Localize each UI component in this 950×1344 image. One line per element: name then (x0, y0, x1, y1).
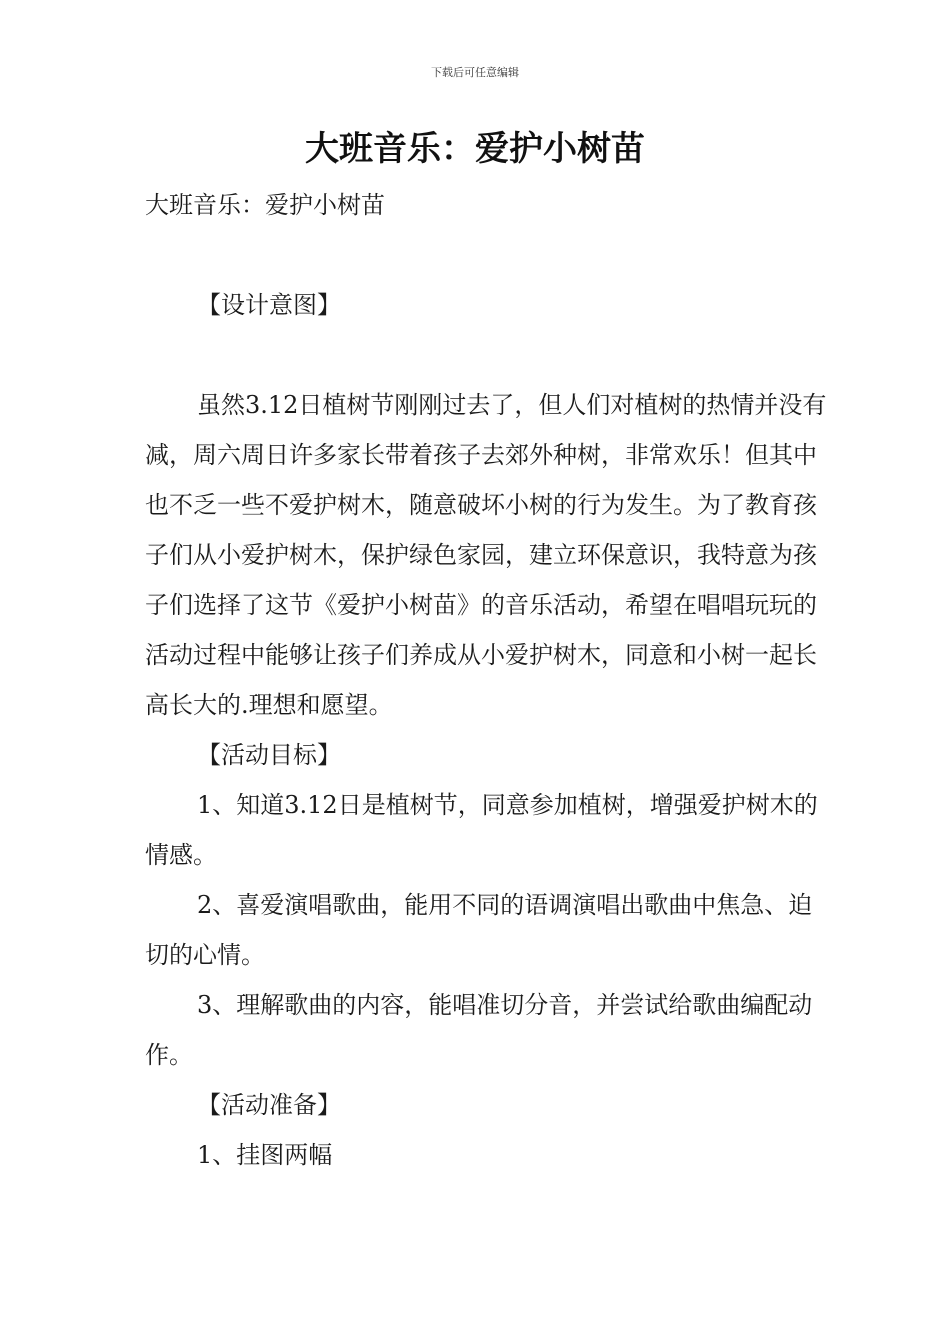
document-title: 大班音乐：爱护小树苗 (305, 129, 645, 169)
heading-activity-goals: 【活动目标】 (197, 741, 341, 769)
blank-line (145, 230, 835, 280)
blank-line (145, 330, 835, 380)
header-note: 下载后可任意编辑 (431, 66, 519, 79)
document-subtitle: 大班音乐：爱护小树苗 (145, 191, 385, 219)
goal-item-3: 3、理解歌曲的内容，能唱准切分音，并尝试给歌曲编配动作。 (145, 991, 813, 1069)
document-body (145, 180, 835, 1180)
paragraph-design-intent: 虽然3.12日植树节刚刚过去了，但人们对植树的热情并没有减，周六周日许多家长带着孩子去郊外种树，非常欢乐！但其中也不乏一些不爱护树木，随意破坏小树的行为发生。为了教育孩子们从小爱护树木，保护绿色家园，建立环保意识，我特意为孩子们选择了这节《爱护小树苗》的音乐活动，希望在唱唱玩玩的活动过程中能够让孩子们养成从小爱护树木，同意和小树一起长高长大的.理想和愿望。 (145, 391, 827, 719)
heading-design-intent: 【设计意图】 (197, 291, 341, 319)
goal-item-1: 1、知道3.12日是植树节，同意参加植树，增强爱护树木的情感。 (145, 791, 818, 869)
heading-activity-prep: 【活动准备】 (197, 1091, 341, 1119)
goal-item-2: 2、喜爱演唱歌曲，能用不同的语调演唱出歌曲中焦急、迫切的心情。 (145, 891, 813, 969)
prep-item-1: 1、挂图两幅 (197, 1141, 333, 1169)
